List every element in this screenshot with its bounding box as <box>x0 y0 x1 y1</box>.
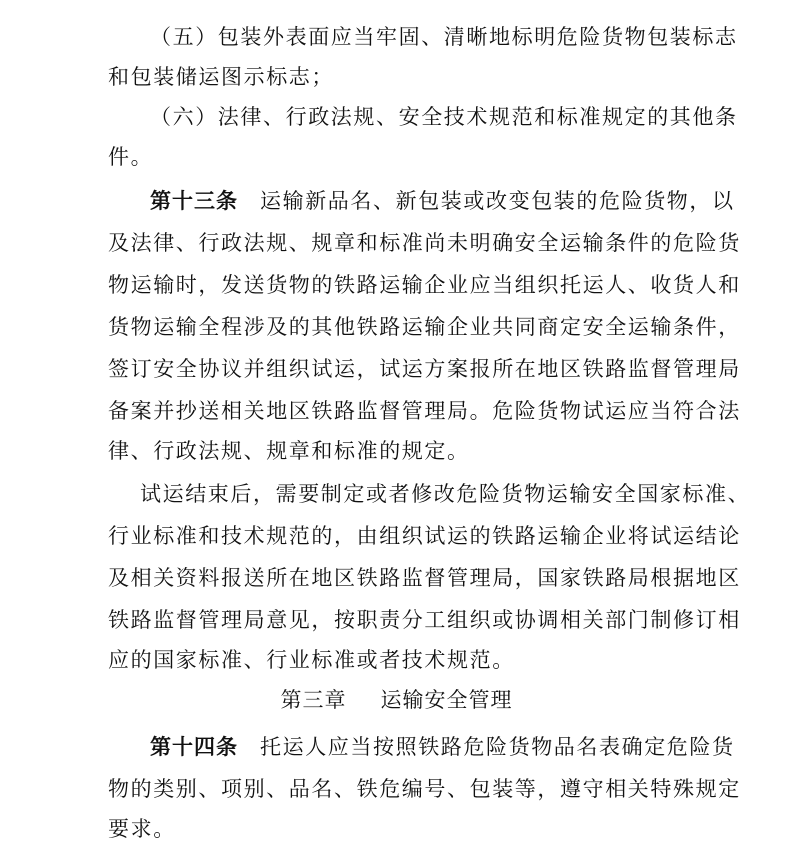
article13-line-1: 运输新品名、新包装或改变包装的危险货物，以 <box>260 189 735 213</box>
article13-para2-line-4: 铁路监督管理局意见，按职责分工组织或协调相关部门制修订相 <box>108 608 741 632</box>
article13-para2-line-1: 试运结束后，需要制定或者修改危险货物运输安全国家标准、 <box>140 482 751 506</box>
article13-line-5: 签订安全协议并组织试运，试运方案报所在地区铁路监督管理局 <box>108 357 741 381</box>
article13-line-2: 及法律、行政法规、规章和标准尚未明确安全运输条件的危险货 <box>108 231 741 255</box>
article13-line-4: 货物运输全程涉及的其他铁路运输企业共同商定安全运输条件， <box>108 315 741 339</box>
chapter-title: 运输安全管理 <box>380 688 513 712</box>
article13-para2-line-5: 应的国家标准、行业标准或者技术规范。 <box>108 648 515 672</box>
item5-line-2: 和包装储运图示标志； <box>108 65 334 89</box>
article13-line-3: 物运输时，发送货物的铁路运输企业应当组织托运人、收货人和 <box>108 273 741 297</box>
article14-first-line <box>150 728 735 766</box>
item5-line-1: （五）包装外表面应当牢固、清晰地标明危险货物包装标志 <box>150 25 738 49</box>
article14-label: 第十四条 <box>150 735 238 759</box>
article13-label: 第十三条 <box>150 189 238 213</box>
article14-line-1: 托运人应当按照铁路危险货物品名表确定危险货 <box>260 735 735 759</box>
article13-line-6: 备案并抄送相关地区铁路监督管理局。危险货物试运应当符合法 <box>108 399 741 423</box>
article13-para2-line-3: 及相关资料报送所在地区铁路监督管理局，国家铁路局根据地区 <box>108 566 741 590</box>
item6-line-1: （六）法律、行政法规、安全技术规范和标准规定的其他条 <box>150 105 738 129</box>
article14-line-2: 物的类别、项别、品名、铁危编号、包装等，遵守相关特殊规定 <box>108 777 741 801</box>
article14-line-3: 要求。 <box>108 817 176 841</box>
item6-line-2: 件。 <box>108 145 154 169</box>
article13-line-7: 律、行政法规、规章和标准的规定。 <box>108 439 470 463</box>
article13-first-line <box>150 182 735 220</box>
chapter-number: 第三章 <box>280 688 347 712</box>
article13-para2-line-2: 行业标准和技术规范的，由组织试运的铁路运输企业将试运结论 <box>108 524 741 548</box>
chapter-heading <box>0 680 793 720</box>
